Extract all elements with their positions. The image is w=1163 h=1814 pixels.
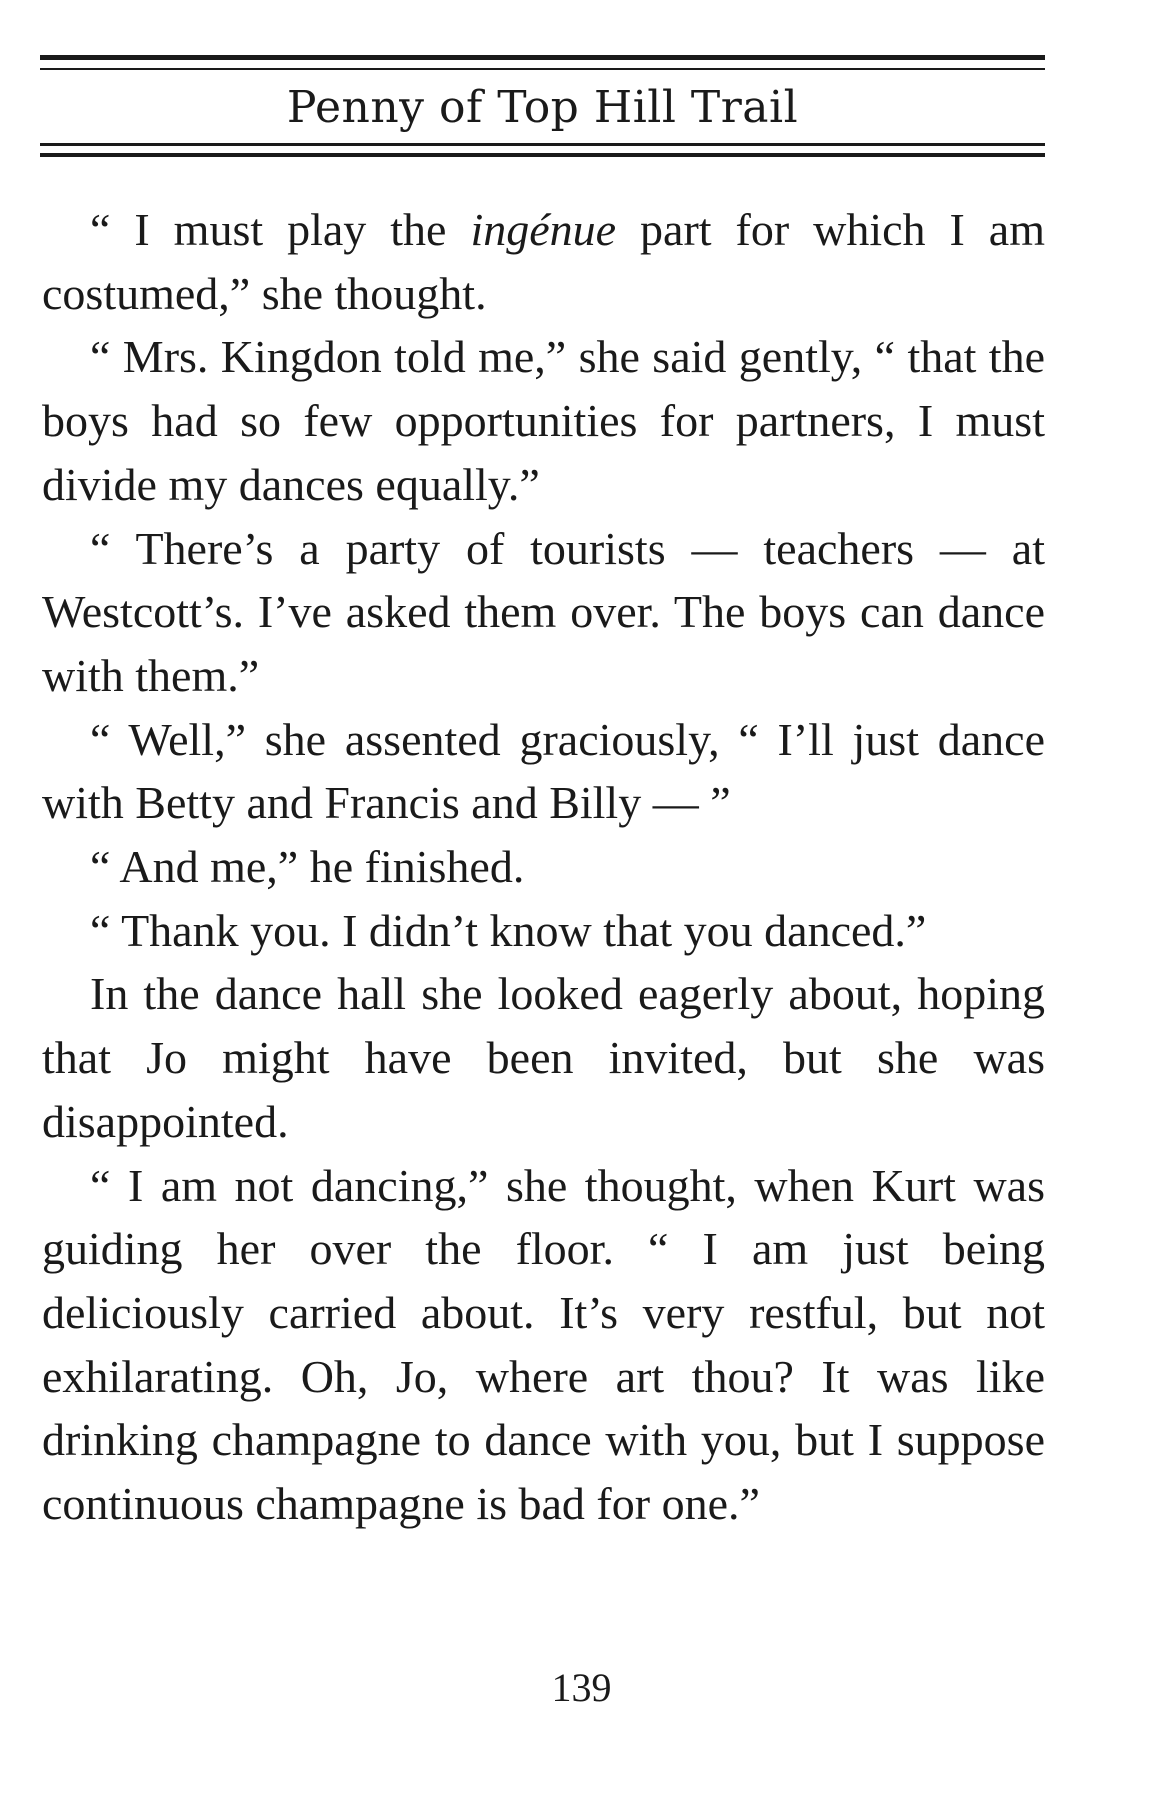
paragraph-3: “ There’s a party of tourists — teachers — at Westcott’s. I’ve asked them over. The boys can dance with them.” xyxy=(42,522,1045,701)
page-number: 139 xyxy=(551,1665,612,1710)
paragraph-1 xyxy=(42,198,1045,325)
running-head-title: Penny of Top Hill Trail xyxy=(286,82,799,133)
paragraph-2: “ Mrs. Kingdon told me,” she said gently, “ that the boys had so few opportunities for partners, I must divide my dances equally.” xyxy=(42,331,1045,510)
header-rule-bottom-thin xyxy=(40,143,1045,146)
paragraph-7: In the dance hall she looked eagerly about, hoping that Jo might have been invited, but she was disappointed. xyxy=(42,968,1045,1147)
header-rule-top-thick xyxy=(40,55,1045,60)
paragraph-1-italic-word: ingénue xyxy=(470,204,617,255)
header-rule-top-thin xyxy=(40,68,1045,70)
paragraph-8: “ I am not dancing,” she thought, when Kurt was guiding her over the floor. “ I am just being deliciously carried about. It’s very restful, but not exhilarating. Oh, Jo, where art thou? It was like drinking champagne to dance with you, but I suppose continuous champagne is bad for one.” xyxy=(42,1159,1045,1530)
page-body-text xyxy=(42,198,1045,1536)
header-rule-bottom-thick xyxy=(40,153,1045,157)
paragraph-6: “ Thank you. I didn’t know that you danced.” xyxy=(90,904,927,956)
paragraph-1-text-end: part for which I am costumed,” she thought. xyxy=(42,204,1045,319)
paragraph-5: “ And me,” he finished. xyxy=(90,841,525,893)
paragraph-4: “ Well,” she assented graciously, “ I’ll just dance with Betty and Francis and Billy — ” xyxy=(42,713,1045,829)
paragraph-1-text-start: “ I must play the xyxy=(90,204,471,255)
